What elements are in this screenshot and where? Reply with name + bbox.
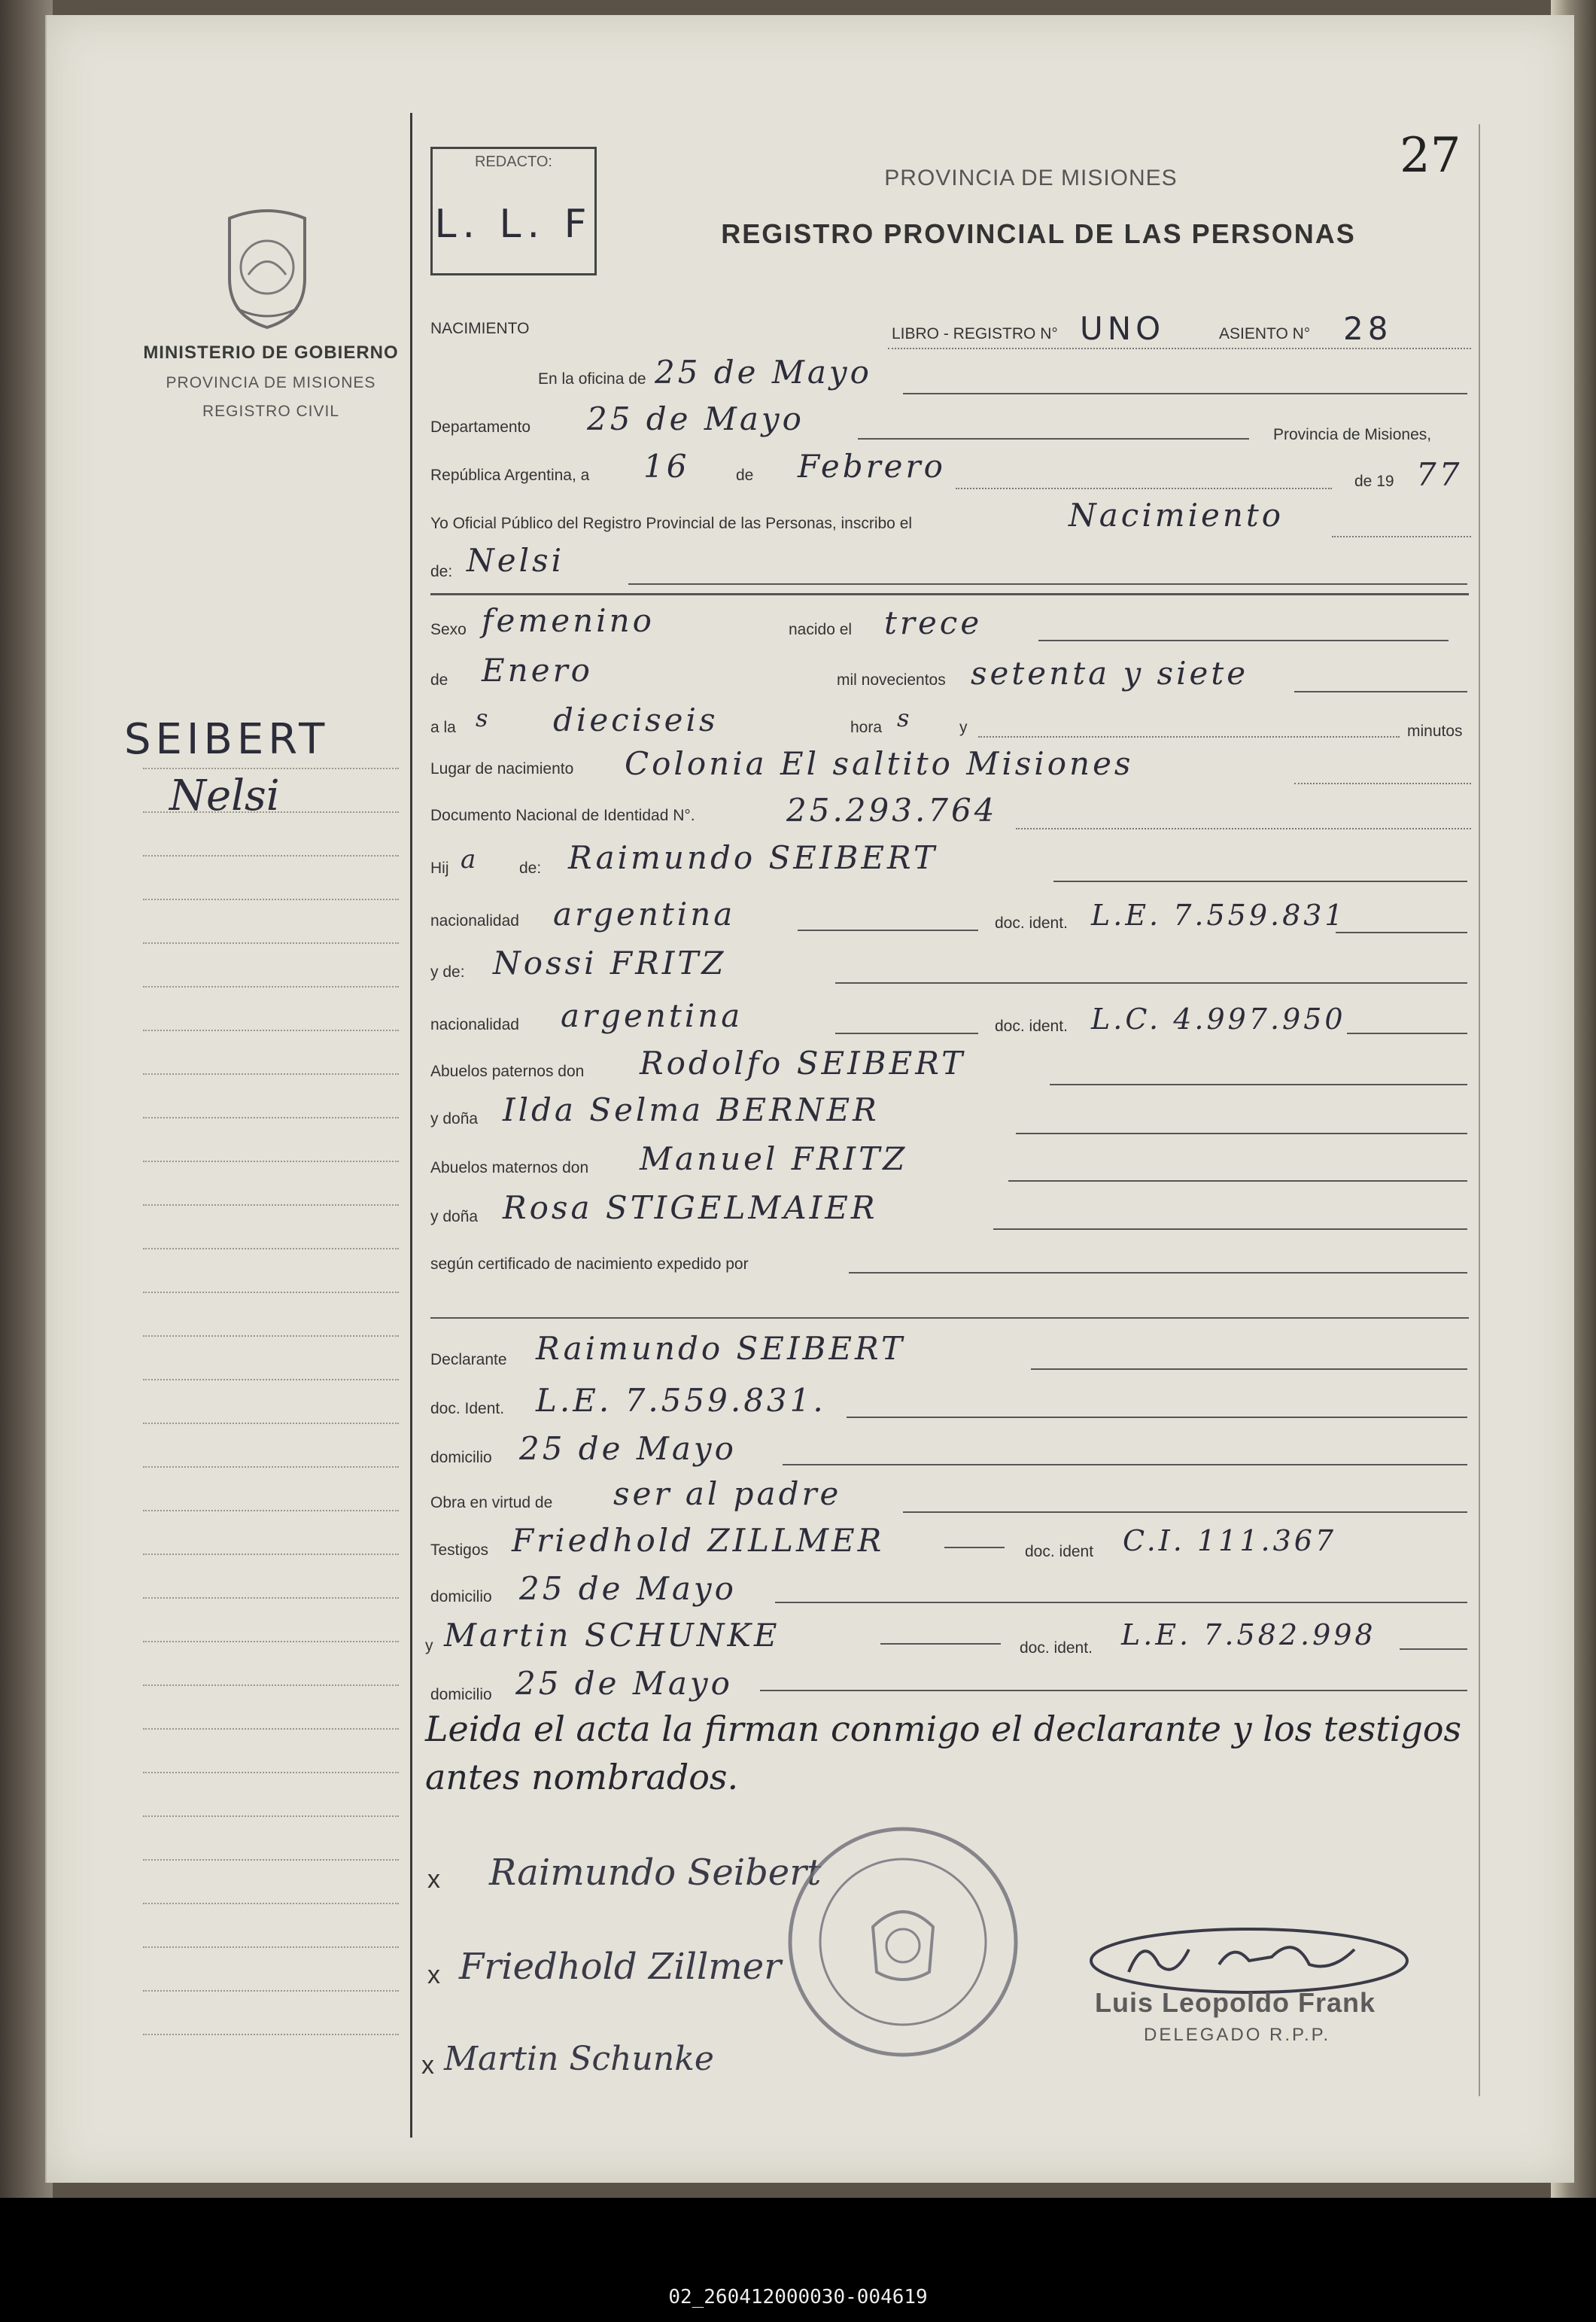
margin-line (143, 1204, 399, 1206)
dni-line (1016, 828, 1471, 829)
sexo-value: femenino (482, 602, 655, 639)
declarante-line (1031, 1368, 1467, 1370)
testigo2-dom-line (760, 1690, 1467, 1691)
margin-line (143, 1859, 399, 1861)
padre-doc-label: doc. ident. (995, 914, 1068, 932)
madre-doc-line (1347, 1033, 1467, 1034)
testigo2-doc-label: doc. ident. (1020, 1639, 1093, 1657)
margin-surname: SEIBERT (124, 715, 330, 764)
signature-declarante: Raimundo Seibert (489, 1852, 822, 1894)
de-label: de (736, 467, 754, 484)
padre-value: Raimundo SEIBERT (568, 839, 938, 876)
ministry-province: PROVINCIA DE MISIONES (166, 374, 376, 391)
testigo1-value: Friedhold ZILLMER (512, 1522, 885, 1559)
acto-value: Nacimiento (1069, 497, 1284, 534)
abuelo-pat-value: Rodolfo SEIBERT (640, 1045, 966, 1082)
redacto-label: REDACTO: (475, 154, 552, 170)
provincia-suffix: Provincia de Misiones, (1273, 426, 1432, 443)
testigo2-doc-value: L.E. 7.582.998 (1121, 1618, 1376, 1651)
redacto-box (430, 147, 597, 275)
madre-doc-label: doc. ident. (995, 1018, 1068, 1035)
republica-label: República Argentina, a (430, 467, 590, 484)
hora-label: hora (850, 719, 883, 736)
margin-line (143, 1161, 399, 1162)
lugar-label: Lugar de nacimiento (430, 760, 574, 778)
margin-line (143, 986, 399, 988)
anio-value: 77 (1416, 456, 1463, 493)
persona-line (628, 583, 1467, 585)
abuelo-mat-value: Manuel FRITZ (640, 1140, 908, 1177)
acto-line (1332, 536, 1471, 537)
dia-value: 16 (643, 448, 690, 485)
de-persona-label: de: (430, 563, 453, 580)
dni-label: Documento Nacional de Identidad N°. (430, 807, 695, 824)
testigo2-dom-label: domicilio (430, 1686, 492, 1703)
obra-label: Obra en virtud de (430, 1494, 553, 1511)
testigo1-dom-value: 25 de Mayo (519, 1570, 737, 1607)
margin-line (143, 1903, 399, 1904)
sexo-label: Sexo (430, 621, 467, 638)
margin-line (143, 1248, 399, 1249)
testigo2-dom-value: 25 de Mayo (515, 1665, 733, 1702)
margin-line (143, 899, 399, 900)
margin-line (143, 1728, 399, 1730)
margin-line (143, 1073, 399, 1075)
column-divider (410, 113, 412, 2138)
declarante-dom-value: 25 de Mayo (519, 1430, 737, 1467)
departamento-line (858, 438, 1249, 440)
declarante-value: Raimundo SEIBERT (536, 1330, 905, 1367)
margin-line (143, 1990, 399, 1992)
margin-line (143, 768, 399, 769)
testigo1-dom-line (775, 1602, 1467, 1603)
declarante-doc-value: L.E. 7.559.831. (536, 1382, 826, 1419)
margin-line (143, 1772, 399, 1773)
testigo1-doc-value: C.I. 111.367 (1123, 1524, 1337, 1557)
margin-line (143, 811, 399, 813)
nacido-value: trece (884, 604, 983, 641)
right-margin-line (1479, 124, 1480, 2096)
minutos-line (978, 736, 1400, 738)
lugar-line (1294, 783, 1471, 784)
obra-line (903, 1511, 1467, 1513)
testigo1-line (944, 1547, 1005, 1548)
margin-line (143, 1597, 399, 1599)
mes-value: Febrero (798, 448, 946, 485)
margin-line (143, 1379, 399, 1380)
libro-label: LIBRO - REGISTRO N° (892, 325, 1058, 342)
margin-line (143, 2034, 399, 2035)
a-las-label: a la (430, 719, 456, 736)
oficina-value: 25 de Mayo (655, 354, 872, 391)
abuelo-pat-line (1050, 1084, 1467, 1085)
province-title: PROVINCIA DE MISIONES (884, 166, 1178, 190)
margin-ruled-lines (143, 768, 399, 2107)
section-divider (430, 593, 1469, 595)
redacto-initials: L. L. F (434, 202, 593, 247)
margin-line (143, 1117, 399, 1118)
margin-line (143, 1684, 399, 1686)
sig3-x-mark: x (421, 2051, 434, 2080)
declarante-dom-line (783, 1464, 1467, 1465)
signature-testigo2: Martin Schunke (444, 2040, 714, 2078)
certificado-label: según certificado de nacimiento expedido por (430, 1255, 749, 1273)
ministry-civil-registry: REGISTRO CIVIL (202, 403, 340, 420)
dni-value: 25.293.764 (786, 792, 998, 829)
testigo1-doc-label: doc. ident (1025, 1543, 1094, 1560)
ministry-header (135, 342, 406, 421)
registry-title: REGISTRO PROVINCIAL DE LAS PERSONAS (721, 218, 1356, 249)
oficina-label: En la oficina de (538, 370, 646, 388)
declarante-doc-label: doc. Ident. (430, 1400, 505, 1417)
margin-line (143, 1510, 399, 1511)
anio-nac-value: setenta y siete (971, 655, 1249, 692)
asiento-value: 28 (1343, 310, 1393, 347)
abuela-pat-line (1016, 1133, 1467, 1134)
hora-suffix: s (897, 704, 913, 732)
dona-pat-label: y doña (430, 1110, 479, 1128)
margin-line (143, 1423, 399, 1424)
minutos-label: minutos (1407, 723, 1463, 740)
margin-line (143, 1554, 399, 1555)
padre-doc-value: L.E. 7.559.831 (1091, 899, 1346, 932)
margin-line (143, 855, 399, 857)
margin-line (143, 1335, 399, 1337)
dona-mat-label: y doña (430, 1208, 479, 1225)
ministry-name: MINISTERIO DE GOBIERNO (143, 342, 399, 363)
abuela-mat-line (993, 1228, 1467, 1230)
nacido-label: nacido el (789, 621, 853, 638)
mil-label: mil novecientos (837, 671, 946, 689)
declarante-dom-label: domicilio (430, 1449, 492, 1466)
official-name: Luis Leopoldo Frank (1095, 1987, 1376, 2018)
madre-nac-value: argentina (561, 997, 743, 1034)
y-de-label: y de: (430, 963, 465, 981)
padre-nac-line (798, 930, 978, 931)
y-label: y (959, 719, 968, 736)
anio-nac-line (1294, 691, 1467, 692)
signature-testigo1: Friedhold Zillmer (459, 1946, 782, 1988)
padre-line (1053, 881, 1467, 882)
margin-line (143, 1292, 399, 1293)
abuelos-pat-label: Abuelos paternos don (430, 1063, 585, 1080)
oficial-text: Yo Oficial Público del Registro Provincial de las Personas, inscribo el (430, 515, 913, 532)
abuela-mat-value: Rosa STIGELMAIER (503, 1189, 878, 1226)
abuelo-mat-line (1008, 1180, 1467, 1182)
y-testigo2-label: y (425, 1637, 433, 1654)
obra-value: ser al padre (613, 1475, 842, 1512)
margin-line (143, 1946, 399, 1948)
madre-nac-label: nacionalidad (430, 1016, 519, 1033)
abuela-pat-value: Ilda Selma BERNER (503, 1091, 880, 1128)
hija-de-label: de: (519, 860, 542, 877)
sig1-x-mark: x (427, 1865, 440, 1894)
section-label: NACIMIENTO (430, 320, 530, 337)
sig2-x-mark: x (427, 1961, 440, 1989)
page-number: 27 (1400, 128, 1461, 184)
asiento-label: ASIENTO N° (1219, 325, 1311, 342)
persona-value: Nelsi (467, 542, 565, 579)
madre-doc-value: L.C. 4.997.950 (1091, 1003, 1346, 1036)
image-code: 02_260412000030-004619 (668, 2286, 928, 2308)
hija-label: Hij (430, 860, 449, 877)
madre-line (835, 982, 1467, 984)
lugar-value: Colonia El saltito Misiones (625, 745, 1134, 782)
certificado-line (849, 1272, 1467, 1274)
official-role: DELEGADO R.P.P. (1144, 2025, 1331, 2045)
de2-label: de (430, 671, 448, 689)
testigo2-value: Martin SCHUNKE (444, 1617, 780, 1654)
hija-suffix: a (461, 845, 479, 875)
closing-statement: Leida el acta la firman conmigo el declarante y los testigos antes nombrados. (425, 1709, 1462, 1797)
madre-nac-line (835, 1033, 978, 1034)
anio-label: de 19 (1354, 473, 1394, 490)
departamento-label: Departamento (430, 418, 531, 436)
a-las-suffix: s (476, 704, 491, 732)
mes-nac-value: Enero (482, 652, 593, 689)
testigo2-doc-line (1400, 1648, 1467, 1650)
provincial-seal-icon (214, 203, 320, 331)
certificado-line-2 (430, 1317, 1469, 1319)
declarante-doc-line (847, 1417, 1467, 1418)
margin-line (143, 1815, 399, 1817)
margin-line (143, 1641, 399, 1642)
padre-nac-value: argentina (553, 896, 736, 933)
testigos-label: Testigos (430, 1541, 489, 1559)
padre-nac-label: nacionalidad (430, 912, 519, 930)
margin-given-name: Nelsi (169, 771, 280, 820)
declarante-label: Declarante (430, 1351, 507, 1368)
testigo1-dom-label: domicilio (430, 1588, 492, 1605)
margin-line (143, 1466, 399, 1468)
oficina-line (903, 393, 1467, 394)
libro-value: UNO (1080, 310, 1166, 347)
libro-line (888, 348, 1471, 349)
abuelos-mat-label: Abuelos maternos don (430, 1159, 589, 1176)
testigo2-line (880, 1643, 1001, 1645)
margin-line (143, 1030, 399, 1031)
padre-doc-line (1336, 932, 1467, 933)
hora-value: dieciseis (553, 701, 719, 738)
madre-value: Nossi FRITZ (493, 945, 727, 981)
departamento-value: 25 de Mayo (587, 400, 804, 437)
official-stamp-icon (783, 1821, 1023, 2062)
nacido-line (1038, 640, 1449, 641)
fecha-line (956, 488, 1332, 489)
margin-line (143, 942, 399, 944)
